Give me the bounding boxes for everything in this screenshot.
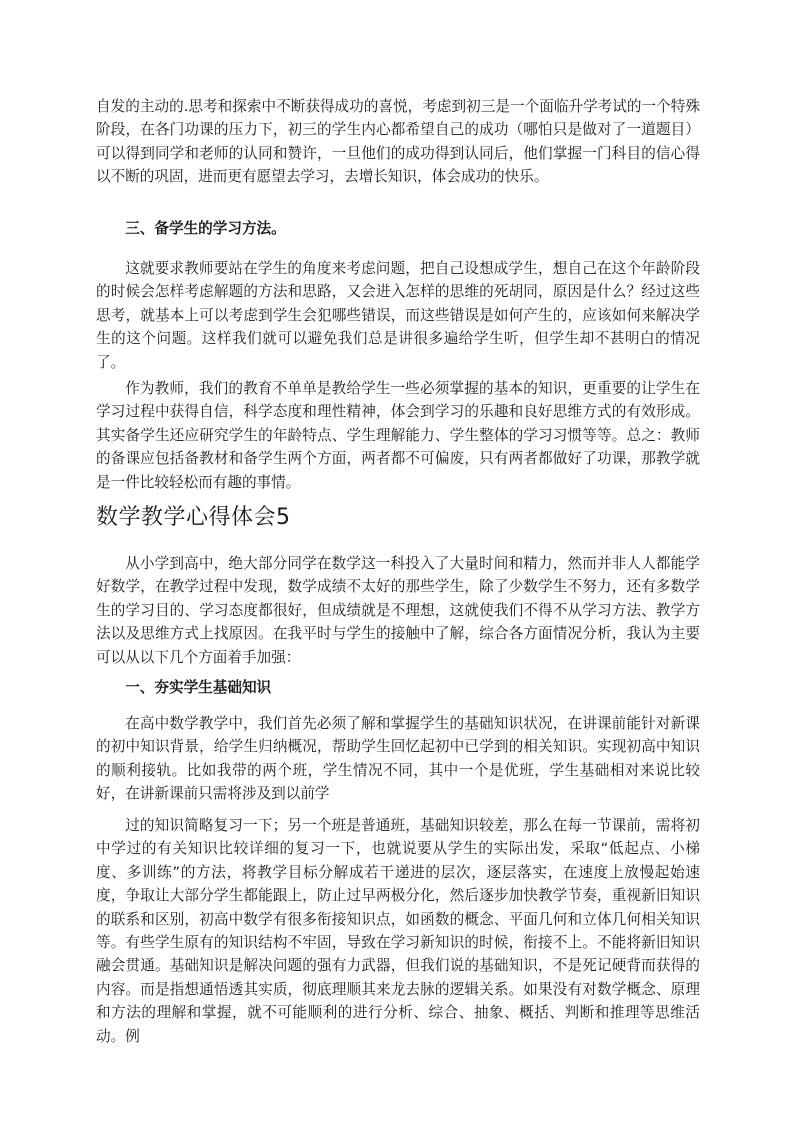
paragraph-4: 从小学到高中，绝大部分同学在数学这一科投入了大量时间和精力，然而并非人人都能学好数学，在教学过程中发现，数学成绩不太好的那些学生，除了少数学生不努力，还有多数学生的学习目的、学习态度都很好，但成绩就是不理想，这就使我们不得不从学习方法、教学方法以及思维方式上找原因。在我平时与学生的接触中了解，综合各方面情况分析，我认为主要可以从以下几个方面着手加强： <box>96 555 700 666</box>
subheading-prepare-learning-methods: 三、备学生的学习方法。 <box>125 220 286 237</box>
paragraph-6: 过的知识简略复习一下；另一个班是普通班，基础知识较差，那么在每一节课前，需将初中学过的有关知识比较详细的复习一下，也就说要从学生的实际出发，采取“低起点、小梯度、多训练”的方法，将教学目标分解成若干递进的层次，逐层落实，在速度上放慢起始速度，争取让大部分学生都能跟上，防止过早两极分化，然后逐步加快教学节奏，重视新旧知识的联系和区别，初高中数学有很多衔接知识点，如函数的概念、平面几何和立体几何相关知识等。有些学生原有的知识结构不牢固，导致在学习新知识的时候，衔接不上。不能将新旧知识融会贯通。基础知识是解决问题的强有力武器，但我们说的基础知识，不是死记硬背而获得的内容。而是指想通悟透其实质，彻底理顺其来龙去脉的逻辑关系。如果没有对数学概念、原理和方法的理解和掌握，就不可能顺利的进行分析、综合、抽象、概括、判断和推理等思维活动。例 <box>96 817 700 1045</box>
subheading-solidify-basics: 一、夯实学生基础知识 <box>125 679 272 696</box>
section-title: 数学教学心得体会5 <box>96 505 291 530</box>
paragraph-2: 这就要求教师要站在学生的角度来考虑问题，把自己设想成学生，想自己在这个年龄阶段的时候会怎样考虑解题的方法和思路，又会进入怎样的思维的死胡同，原因是什么？经过这些思考，就基本上可以考虑到学生会犯哪些错误，而这些错误是如何产生的，应该如何来解决学生的这个问题。这样我们就可以避免我们总是讲很多遍给学生听，但学生却不甚明白的情况了。 <box>96 260 700 371</box>
paragraph-3: 作为教师，我们的教育不单单是教给学生一些必须掌握的基本的知识，更重要的让学生在学习过程中获得自信，科学态度和理性精神，体会到学习的乐趣和良好思维方式的有效形成。其实备学生还应研究学生的年龄特点、学生理解能力、学生整体的学习习惯等等。总之：教师的备课应包括备教材和备学生两个方面，两者都不可偏废，只有两者都做好了功课，那教学就是一件比较轻松而有趣的事情。 <box>96 380 700 491</box>
paragraph-5: 在高中数学教学中，我们首先必须了解和掌握学生的基础知识状况，在讲课前能针对新课的初中知识背景，给学生归纳概况，帮助学生回忆起初中已学到的相关知识。实现初高中知识的顺利接轨。比如我带的两个班，学生情况不同，其中一个是优班，学生基础相对来说比较好，在讲新课前只需将涉及到以前学 <box>96 715 700 803</box>
paragraph-1: 自发的主动的.思考和探索中不断获得成功的喜悦，考虑到初三是一个面临升学考试的一个特殊阶段，在各门功课的压力下，初三的学生内心都希望自己的成功（哪怕只是做对了一道题目）可以得到同学和老师的认同和赞许，一旦他们的成功得到认同后，他们掌握一门科目的信心得以不断的巩固，进而更有愿望去学习，去增长知识，体会成功的快乐。 <box>96 98 700 186</box>
